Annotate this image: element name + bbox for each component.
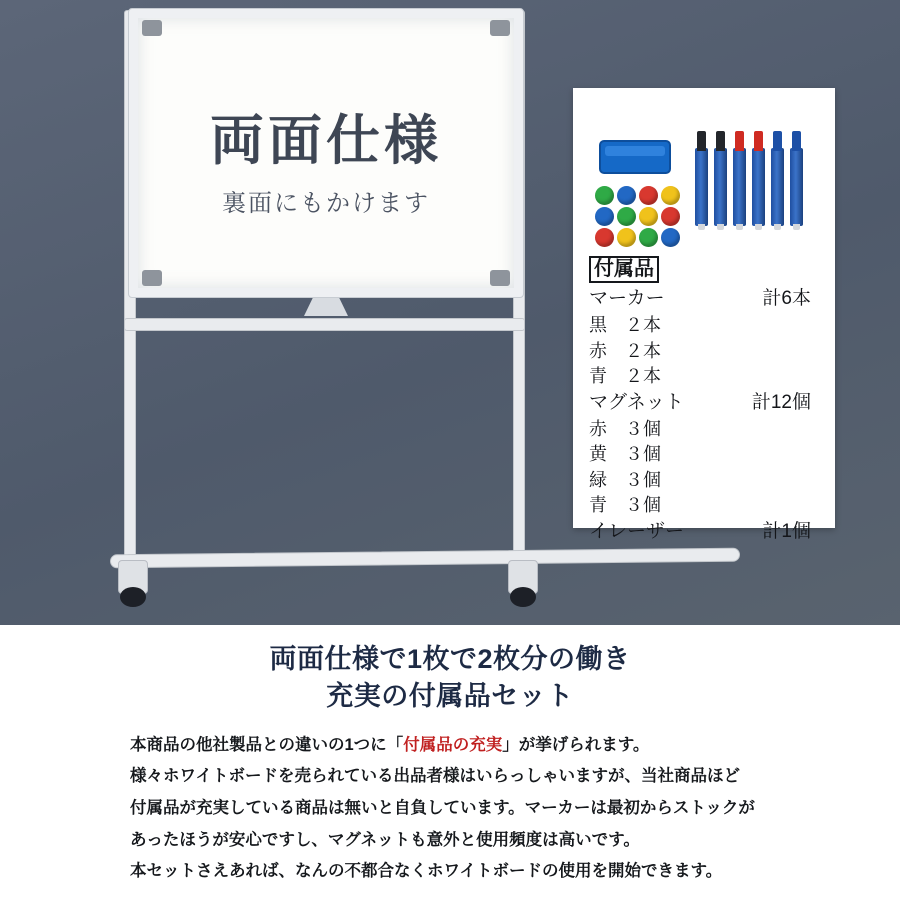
marker-tip — [698, 224, 705, 230]
magnet-dot — [639, 228, 658, 247]
accessory-name: 赤 ２本 — [589, 340, 661, 361]
marker-pen — [790, 148, 803, 226]
board-corner-bottom-left — [142, 270, 162, 286]
body-copy — [0, 730, 900, 888]
marker-tip — [774, 224, 781, 230]
caster-wheel-right — [508, 560, 538, 594]
accessory-name: 黄 ３個 — [589, 444, 661, 465]
accessory-qty — [811, 417, 825, 443]
description-section — [0, 625, 900, 900]
accessory-qty: 計1個 — [762, 520, 811, 542]
whiteboard — [128, 8, 524, 298]
magnet-dot — [595, 228, 614, 247]
body-line — [130, 730, 842, 762]
magnet-dot — [595, 186, 614, 205]
marker-pen — [733, 148, 746, 226]
body-line: 様々ホワイトボードを売られている出品者様はいらっしゃいますが、当社商品ほど — [130, 767, 741, 786]
accessory-name: 赤 ３個 — [589, 418, 661, 439]
accessory-name: 青 ２本 — [589, 366, 661, 387]
magnet-dot — [639, 207, 658, 226]
accessory-qty — [811, 442, 825, 468]
whiteboard-surface — [138, 18, 514, 288]
accessory-row — [589, 313, 825, 339]
marker-cap — [792, 131, 801, 151]
body-text: 本商品の他社製品との違いの1つに「 — [130, 735, 404, 754]
magnet-dot — [639, 186, 658, 205]
accessory-row — [589, 286, 825, 313]
accessory-qty — [811, 364, 825, 390]
marker-pen — [714, 148, 727, 226]
accessory-qty: 計6本 — [762, 288, 811, 309]
marker-tip — [736, 224, 743, 230]
body-line: 本セットさえあれば、なんの不都合なくホワイトボードの使用を開始できます。 — [130, 862, 723, 881]
accessory-list-title: 付属品 — [589, 256, 659, 283]
body-highlight: 付属品の充実 — [403, 735, 503, 754]
accessory-row — [589, 468, 825, 494]
accessory-name: 緑 ３個 — [589, 469, 661, 490]
marker-cap — [697, 131, 706, 151]
marker-cap — [716, 131, 725, 151]
body-line: 付属品が充実している商品は無いと自負しています。マーカーは最初からストックが — [130, 798, 755, 817]
accessory-row — [589, 519, 825, 546]
magnet-dot — [617, 186, 636, 205]
board-main-text: 両面仕様 — [210, 111, 442, 171]
accessory-row — [589, 442, 825, 468]
stand-foot-bar — [110, 548, 740, 569]
accessory-name: マグネット — [589, 391, 684, 413]
accessory-qty — [811, 339, 825, 365]
marker-pen — [695, 148, 708, 226]
accessory-qty — [811, 493, 825, 519]
magnet-dot — [661, 228, 680, 247]
magnet-dot — [661, 207, 680, 226]
headline — [0, 625, 900, 716]
accessory-row — [589, 493, 825, 519]
accessory-row — [589, 390, 825, 417]
stand-crossbar — [124, 318, 525, 331]
magnet-dot — [617, 228, 636, 247]
marker-pen — [752, 148, 765, 226]
accessory-row — [589, 339, 825, 365]
accessory-name: マーカー — [589, 288, 665, 309]
marker-cap — [735, 131, 744, 151]
accessory-row — [589, 364, 825, 390]
board-sub-text: 裏面にもかけます — [222, 190, 430, 217]
marker-tip — [793, 224, 800, 230]
magnet-dots-icon — [595, 186, 681, 247]
body-line: あったほうが安心ですし、マグネットも意外と使用頻度は高いです。 — [130, 830, 640, 849]
accessory-qty — [811, 468, 825, 494]
board-corner-top-right — [490, 20, 510, 36]
accessory-list — [589, 286, 825, 546]
accessory-name: 青 ３個 — [589, 495, 661, 516]
accessory-row — [589, 417, 825, 443]
magnet-dot — [595, 207, 614, 226]
board-pivot-bracket — [304, 296, 348, 316]
eraser-icon — [599, 140, 671, 174]
caster-wheel-left — [118, 560, 148, 594]
accessory-card — [573, 88, 835, 542]
accessory-name: イレーザー — [589, 520, 685, 542]
headline-line-1: 両面仕様で1枚で2枚分の働き — [269, 644, 631, 674]
marker-pens-icon — [693, 130, 813, 230]
magnet-dot — [617, 207, 636, 226]
board-corner-bottom-right — [490, 270, 510, 286]
marker-cap — [754, 131, 763, 151]
accessory-qty: 計12個 — [751, 391, 811, 413]
marker-tip — [755, 224, 762, 230]
body-text: 」が挙げられます。 — [502, 735, 650, 754]
board-corner-top-left — [142, 20, 162, 36]
marker-cap — [773, 131, 782, 151]
marker-tip — [717, 224, 724, 230]
headline-line-2: 充実の付属品セット — [326, 681, 574, 712]
marker-pen — [771, 148, 784, 226]
magnet-dot — [661, 186, 680, 205]
accessory-name: 黒 ２本 — [589, 314, 661, 335]
accessory-qty — [811, 313, 825, 339]
